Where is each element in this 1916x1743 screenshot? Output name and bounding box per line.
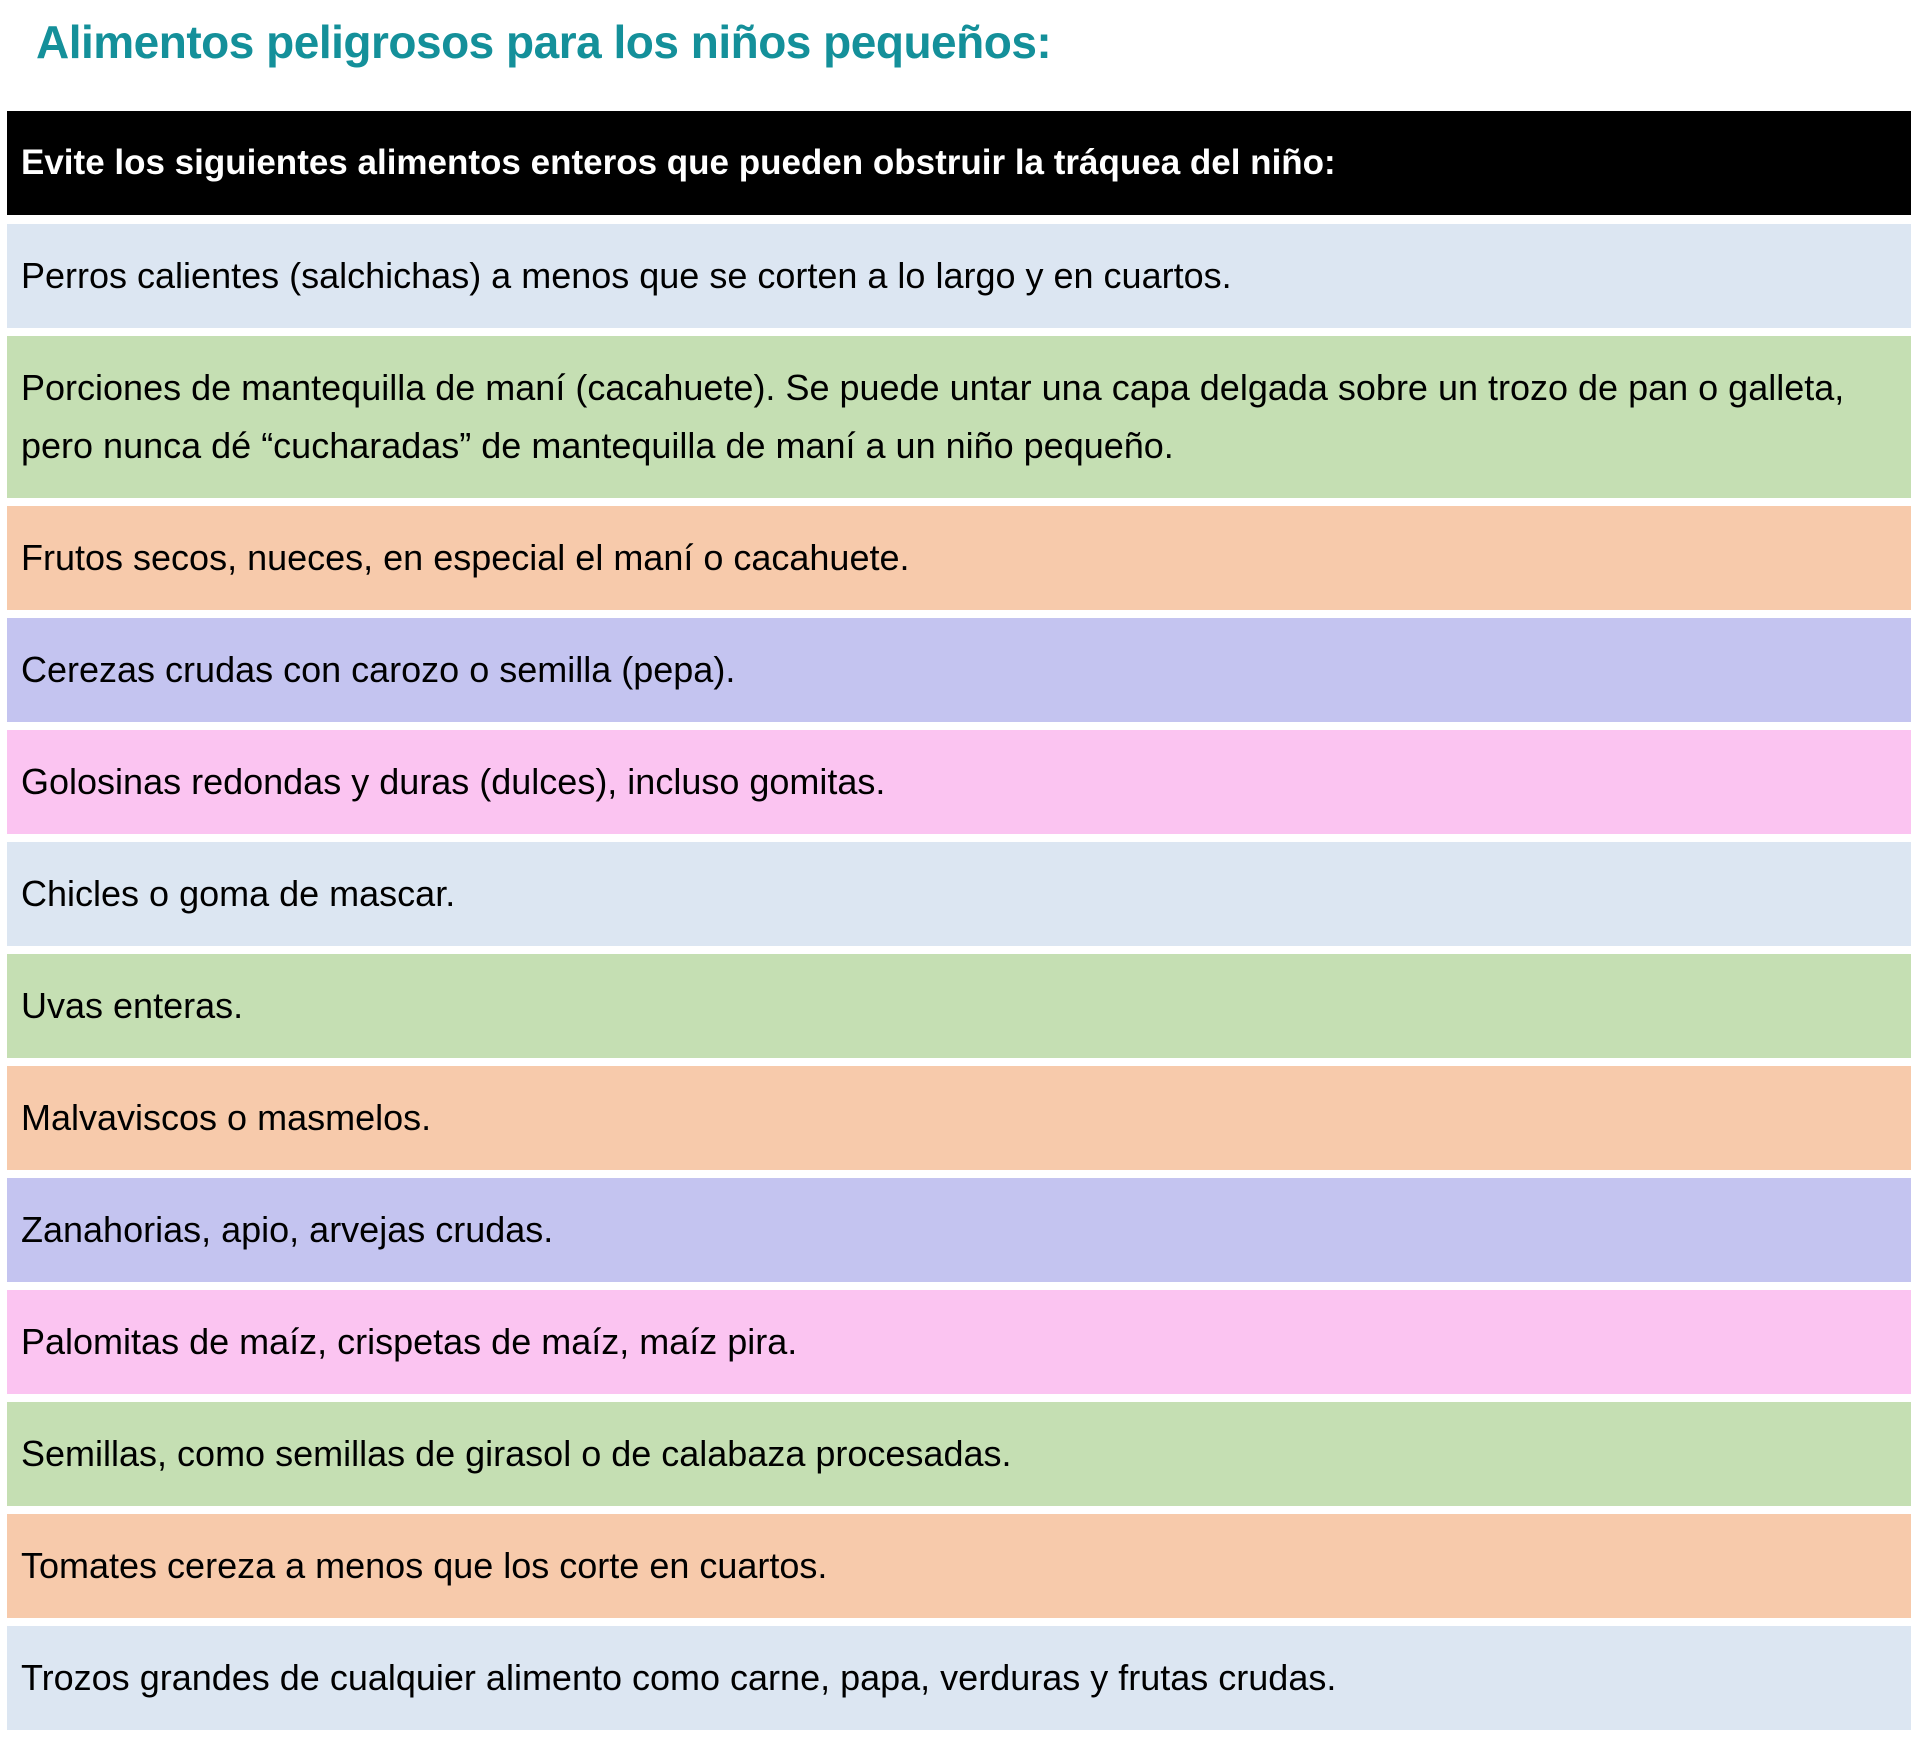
table-row: Golosinas redondas y duras (dulces), incluso gomitas.	[7, 730, 1911, 834]
food-warning-table	[7, 111, 1911, 1730]
table-row: Tomates cereza a menos que los corte en cuartos.	[7, 1514, 1911, 1618]
table-row: Malvaviscos o masmelos.	[7, 1066, 1911, 1170]
table-row: Cerezas crudas con carozo o semilla (pepa).	[7, 618, 1911, 722]
table-row: Frutos secos, nueces, en especial el maní o cacahuete.	[7, 506, 1911, 610]
table-row: Zanahorias, apio, arvejas crudas.	[7, 1178, 1911, 1282]
table-row: Chicles o goma de mascar.	[7, 842, 1911, 946]
table-row: Perros calientes (salchichas) a menos que se corten a lo largo y en cuartos.	[7, 224, 1911, 328]
table-row: Semillas, como semillas de girasol o de calabaza procesadas.	[7, 1402, 1911, 1506]
table-row: Palomitas de maíz, crispetas de maíz, maíz pira.	[7, 1290, 1911, 1394]
table-header: Evite los siguientes alimentos enteros que pueden obstruir la tráquea del niño:	[7, 111, 1911, 215]
table-body	[7, 224, 1911, 1730]
table-row: Trozos grandes de cualquier alimento como carne, papa, verduras y frutas crudas.	[7, 1626, 1911, 1730]
table-row: Uvas enteras.	[7, 954, 1911, 1058]
page-title: Alimentos peligrosos para los niños pequeños:	[36, 16, 1052, 68]
table-row: Porciones de mantequilla de maní (cacahuete). Se puede untar una capa delgada sobre un trozo de pan o galleta, pero nunca dé “cucharadas” de mantequilla de maní a un niño pequeño.	[7, 336, 1911, 498]
